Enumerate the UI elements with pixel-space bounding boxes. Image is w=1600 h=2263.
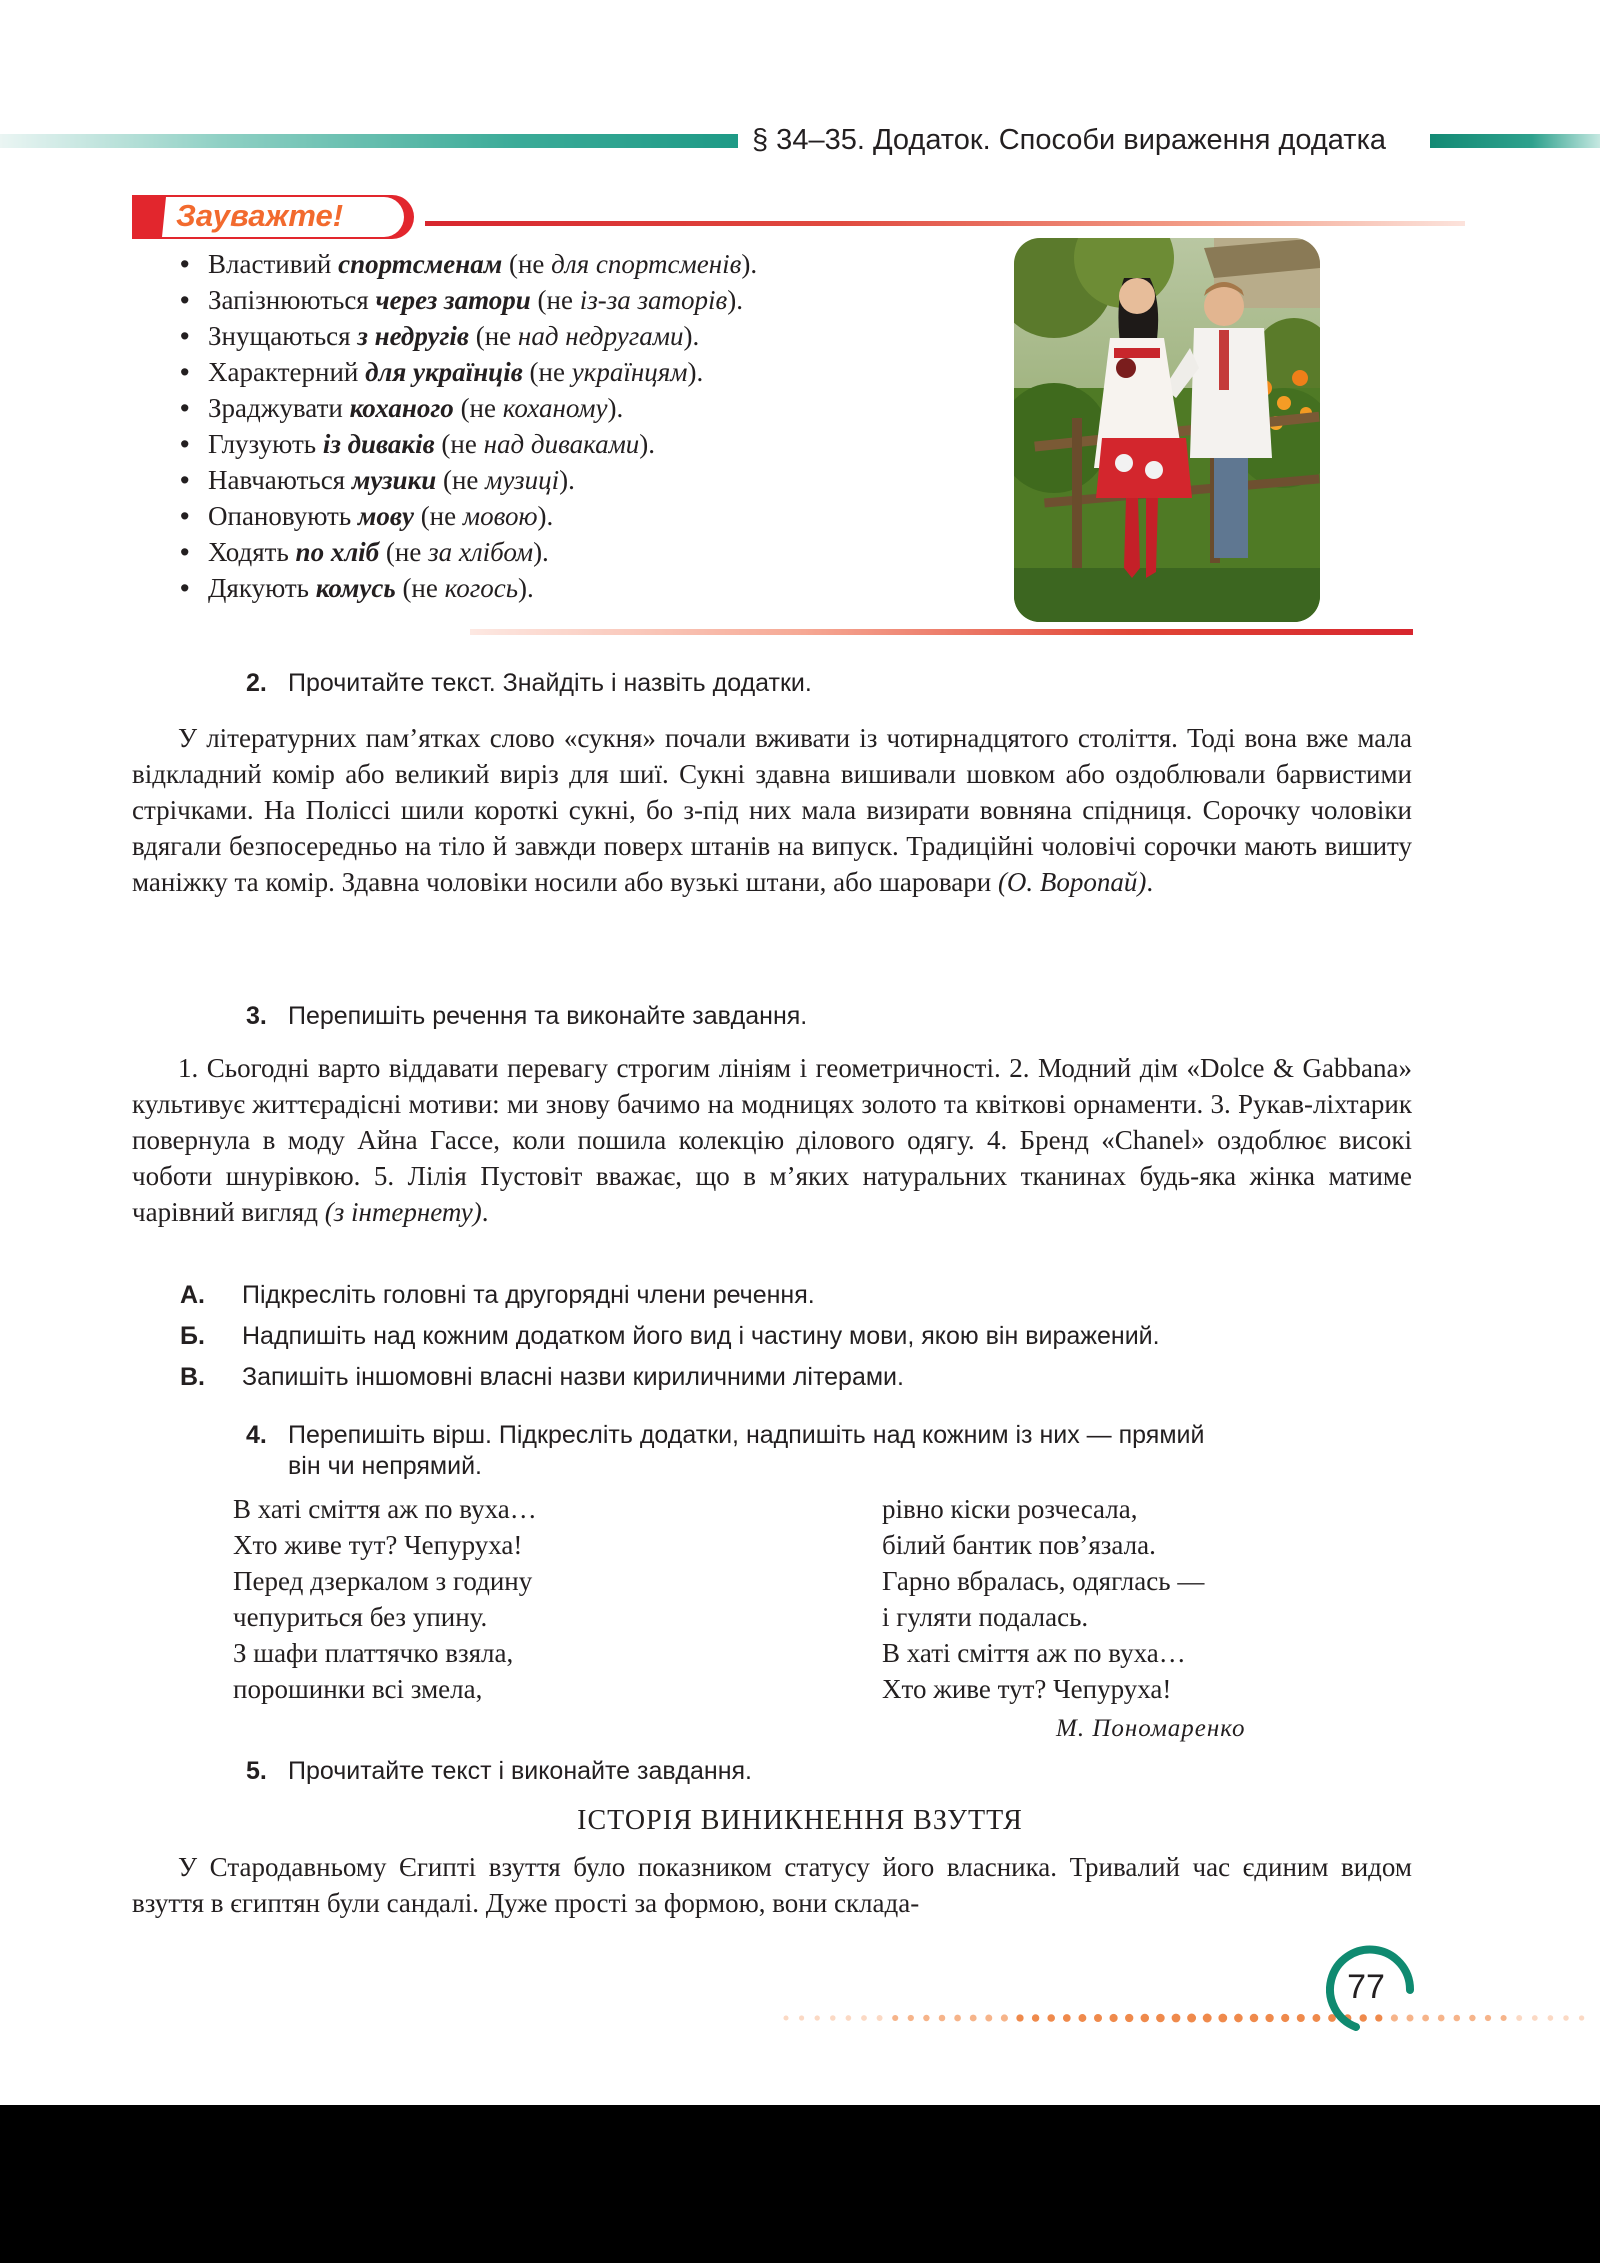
footer-dot	[1203, 2014, 1212, 2023]
task-3-subtask-b: Б. Надпишіть над кожним додатком його вид і частину мови, якою він виражений.	[180, 1322, 1160, 1350]
footer-dot	[1548, 2015, 1554, 2021]
footer-dot	[1234, 2014, 1243, 2023]
footer-dot	[892, 2015, 898, 2021]
note-divider-bottom	[470, 629, 1413, 635]
page-number: 77	[1347, 1968, 1385, 2006]
note-tag-label: Зауважте!	[176, 198, 344, 233]
poem-right-column	[882, 1491, 1204, 1707]
footer-dot	[1297, 2014, 1305, 2022]
couple-photo	[1014, 238, 1320, 622]
note-tag	[132, 195, 417, 239]
footer-dot	[1312, 2014, 1320, 2022]
note-rules-list	[180, 246, 757, 606]
list-item: • Глузують із диваків (не над диваками).	[180, 429, 656, 459]
note-divider-top	[425, 221, 1465, 226]
footer-dot	[1047, 2014, 1055, 2022]
footer-dot	[1454, 2015, 1461, 2022]
page-number-badge	[1326, 1944, 1418, 2036]
task-2-paragraph: У літературних пам’ятках слово «сукня» почали вживати із чотирнадцятого століття. Тоді вона вже мала відкладний комір або великий виріз для шиї. Сукні здавна вишивали шовком або оздоблювали барвистими стрічками. На Поліссі шили короткі сукні, бо з-під них мала визирати вовняна спідниця. Сорочку чоловіки вдягали безпосередньо на тіло й завжди поверх штанів на випуск. Традиційні чоловічі сорочки мають вишиту маніжку та комір. Здавна чоловіки носили або вузькі штани, або шаровари (О. Воропай).	[132, 723, 1412, 897]
task-3-subtask-a: А. Підкресліть головні та другорядні члени речення.	[180, 1281, 815, 1309]
footer-dot	[1016, 2014, 1023, 2021]
footer-dot	[1187, 2014, 1196, 2023]
task-4-instruction: 4. Перепишіть вірш. Підкресліть додатки, надпишіть над кожним із них — прямий	[246, 1421, 1205, 1449]
poem-line: порошинки всі змела,	[233, 1674, 483, 1704]
task-5-paragraph: У Стародавньому Єгипті взуття було показником статусу його власника. Тривалий час єдиним видом взуття в єгиптян були сандалі. Дуже прості за формою, вони склада-	[132, 1852, 1412, 1918]
list-item: • Дякують комусь (не когось).	[180, 573, 534, 603]
footer-dot	[1094, 2014, 1102, 2022]
footer-dot	[1141, 2014, 1149, 2022]
list-item: • Знущаються з недругів (не над недругами).	[180, 321, 700, 351]
poem-left-column	[233, 1491, 537, 1707]
footer-dot	[1125, 2014, 1133, 2022]
poem-line: В хаті сміття аж по вуха…	[882, 1638, 1186, 1668]
task-4-instruction-cont: він чи непрямий.	[288, 1452, 482, 1480]
poem-line: Гарно вбралась, одяглась —	[882, 1566, 1205, 1596]
list-item: • Опановують мову (не мовою).	[180, 501, 554, 531]
footer-dots-decor	[780, 2012, 1600, 2024]
footer-dot	[1532, 2015, 1538, 2021]
task-3-instruction: 3. Перепишіть речення та виконайте завдання.	[246, 1002, 808, 1030]
footer-dot	[1563, 2015, 1569, 2021]
footer-dot	[1218, 2014, 1227, 2023]
poem-line: і гуляти подалась.	[882, 1602, 1089, 1632]
poem-line: чепуриться без упину.	[233, 1602, 488, 1632]
footer-dot	[861, 2015, 867, 2021]
header-decor-bar-right	[1430, 134, 1600, 148]
footer-dot	[1485, 2015, 1491, 2021]
header-decor-bar-left	[0, 134, 738, 148]
list-item: • Зраджувати коханого (не коханому).	[180, 393, 624, 423]
footer-dot	[1265, 2014, 1273, 2022]
list-item: • Властивий спортсменам (не для спортсменів).	[180, 249, 758, 279]
poem-line: Хто живе тут? Чепуруха!	[882, 1674, 1172, 1704]
footer-dot	[985, 2015, 992, 2022]
task-3-subtask-c: В. Запишіть іншомовні власні назви кириличними літерами.	[180, 1363, 904, 1391]
list-item: • Запізнюються через затори (не із-за заторів).	[180, 285, 744, 315]
poem-line: Хто живе тут? Чепуруха!	[233, 1530, 523, 1560]
footer-dot	[954, 2015, 961, 2022]
footer-dot	[1110, 2014, 1118, 2022]
footer-dot	[1501, 2015, 1507, 2021]
footer-dot	[923, 2015, 929, 2021]
footer-dot	[815, 2015, 820, 2020]
list-item: • Навчаються музики (не музиці).	[180, 465, 575, 495]
poem-line: Перед дзеркалом з годину	[233, 1566, 533, 1596]
footer-dot	[939, 2015, 946, 2022]
list-item: • Ходять по хліб (не за хлібом).	[180, 537, 549, 567]
footer-dot	[783, 2015, 788, 2020]
footer-dot	[1579, 2015, 1584, 2020]
footer-dot	[1001, 2014, 1008, 2021]
section-title: ІСТОРІЯ ВИНИКНЕННЯ ВЗУТТЯ	[577, 1805, 1023, 1836]
poem-author: М. Пономаренко	[1056, 1715, 1246, 1742]
footer-dot	[1438, 2015, 1445, 2022]
list-item: • Характерний для українців (не українцям).	[180, 357, 704, 387]
footer-dot	[830, 2015, 836, 2021]
footer-dot	[970, 2015, 977, 2022]
footer-dot	[1172, 2014, 1181, 2023]
poem-line: білий бантик пов’язала.	[882, 1530, 1156, 1560]
footer-dot	[799, 2015, 804, 2020]
poem-line: З шафи платтячко взяла,	[233, 1638, 514, 1668]
footer-dot	[1516, 2015, 1522, 2021]
footer-dot	[1078, 2014, 1086, 2022]
footer-dot	[1156, 2014, 1165, 2023]
footer-dot	[1063, 2014, 1071, 2022]
footer-dot	[1469, 2015, 1475, 2021]
task-5-instruction: 5. Прочитайте текст і виконайте завдання.	[246, 1757, 752, 1785]
footer-dot	[1422, 2015, 1429, 2022]
couple-photo-illustration	[1014, 238, 1320, 622]
footer-dot	[1281, 2014, 1289, 2022]
footer-dot	[908, 2015, 914, 2021]
task-2-instruction: 2. Прочитайте текст. Знайдіть і назвіть додатки.	[246, 669, 812, 697]
poem-line: В хаті сміття аж по вуха…	[233, 1494, 537, 1524]
footer-dot	[877, 2015, 883, 2021]
footer-dot	[1250, 2014, 1258, 2022]
footer-dot	[1032, 2014, 1039, 2021]
header-title: § 34–35. Додаток. Способи вираження додатка	[752, 124, 1387, 156]
footer-dot	[846, 2015, 852, 2021]
task-3-paragraph: 1. Сьогодні варто віддавати перевагу строгим лініям і геометричності. 2. Модний дім «Dolce & Gabbana» культивує життєрадісні мотиви: ми знову бачимо на модницях золото та квіткові орнаменти. 3. Рукав-ліхтарик повернула в моду Айна Гассе, коли пошила колекцію ділового одягу. 4. Бренд «Chanel» оздоблює високі чоботи шнурівкою. 5. Лілія Пустовіт вважає, що в м’яких натуральних тканинах будь-яка жінка матиме чарівний вигляд (з інтернету).	[132, 1053, 1412, 1227]
poem-line: рівно кіски розчесала,	[882, 1494, 1138, 1524]
